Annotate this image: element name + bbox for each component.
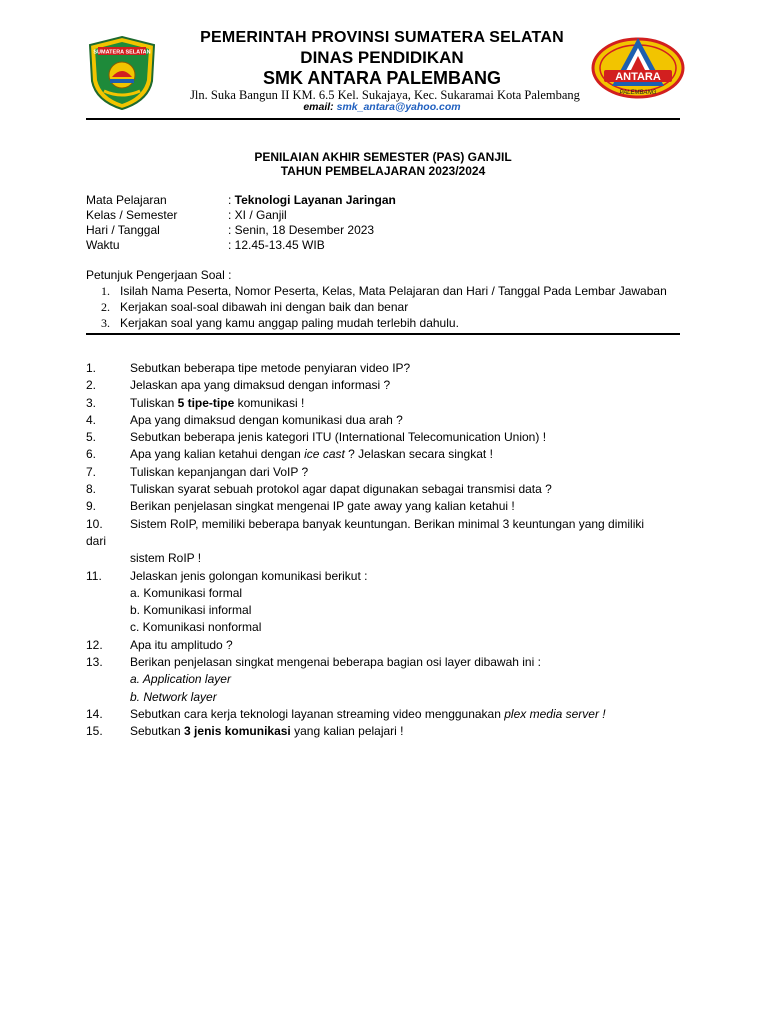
question-text: Jelaskan apa yang dimaksud dengan informasi ? bbox=[130, 378, 391, 393]
header-department: DINAS PENDIDIKAN bbox=[300, 48, 464, 67]
question-number: 2. bbox=[86, 378, 97, 393]
question-text: Sebutkan beberapa jenis kategori ITU (International Telecomunication Union) ! bbox=[130, 430, 547, 445]
question-11 bbox=[86, 568, 682, 585]
emblem-text: SUMATERA SELATAN bbox=[93, 49, 151, 56]
question-number: 4. bbox=[86, 412, 97, 427]
question-sub-item: b. Komunikasi informal bbox=[130, 603, 252, 618]
question-text-italic: ice cast bbox=[304, 447, 345, 462]
question-text: Tuliskan kepanjangan dari VoIP ? bbox=[130, 464, 309, 479]
question-text-emphasis: 5 tipe-tipe bbox=[177, 395, 235, 410]
question-text-italic: plex media server ! bbox=[504, 706, 606, 721]
header-divider bbox=[86, 118, 680, 120]
info-separator: : bbox=[228, 208, 235, 222]
question-10 bbox=[86, 516, 682, 533]
question-sub-item: c. Komunikasi nonformal bbox=[130, 620, 262, 635]
question-5 bbox=[86, 429, 682, 446]
question-number: 14. bbox=[86, 706, 103, 721]
question-14 bbox=[86, 706, 682, 723]
header-address: Jln. Suka Bangun II KM. 6.5 Kel. Sukajaya, Kec. Sukaramai Kota Palembang bbox=[190, 88, 580, 102]
question-text bbox=[130, 446, 682, 463]
instruction-item bbox=[86, 283, 667, 299]
header-email bbox=[150, 101, 614, 114]
info-row-subject bbox=[86, 193, 396, 208]
antara-logo-text: ANTARA bbox=[615, 71, 661, 83]
info-label: Hari / Tanggal bbox=[86, 223, 160, 237]
question-number: 12. bbox=[86, 637, 103, 652]
question-number: 11. bbox=[86, 568, 102, 583]
question-text-part: komunikasi ! bbox=[234, 395, 305, 410]
question-text: Apa itu amplitudo ? bbox=[130, 637, 233, 652]
question-text: Tuliskan syarat sebuah protokol agar dapat digunakan sebagai transmisi data ? bbox=[130, 482, 552, 497]
question-7 bbox=[86, 464, 682, 481]
instruction-item bbox=[86, 315, 667, 331]
instructions-heading: Petunjuk Pengerjaan Soal : bbox=[86, 268, 232, 282]
question-text: Sistem RoIP, memiliki beberapa banyak keuntungan. Berikan minimal 3 keuntungan yang dimiliki bbox=[130, 516, 645, 531]
question-13 bbox=[86, 654, 682, 671]
instructions-list bbox=[86, 283, 667, 331]
question-text bbox=[130, 395, 682, 412]
question-text bbox=[130, 706, 682, 723]
instruction-number: 1. bbox=[101, 284, 110, 298]
instruction-item bbox=[86, 299, 667, 315]
question-number: 15. bbox=[86, 724, 103, 739]
instruction-number: 3. bbox=[101, 316, 110, 330]
question-text: Berikan penjelasan singkat mengenai beberapa bagian osi layer dibawah ini : bbox=[130, 655, 541, 670]
letterhead bbox=[150, 28, 614, 89]
question-sub-item: a. Application layer bbox=[130, 672, 231, 687]
antara-logo-icon bbox=[590, 34, 686, 100]
question-text-part: ? Jelaskan secara singkat ! bbox=[344, 447, 493, 462]
question-text: Apa yang dimaksud dengan komunikasi dua arah ? bbox=[130, 412, 403, 427]
header-school-name: SMK ANTARA PALEMBANG bbox=[263, 68, 501, 88]
header-government: PEMERINTAH PROVINSI SUMATERA SELATAN bbox=[200, 29, 564, 46]
question-sub-item: a. Komunikasi formal bbox=[130, 585, 243, 600]
question-10-continued: sistem RoIP ! bbox=[130, 551, 202, 566]
question-text-emphasis: 3 jenis komunikasi bbox=[184, 724, 291, 739]
info-row-time bbox=[86, 238, 396, 253]
info-label: Waktu bbox=[86, 238, 120, 252]
question-1 bbox=[86, 360, 682, 377]
question-text-part: Sebutkan bbox=[130, 724, 185, 739]
antara-logo-subtext: PALEMBANG bbox=[619, 90, 657, 96]
question-2 bbox=[86, 377, 682, 394]
question-number: 13. bbox=[86, 655, 103, 670]
question-6 bbox=[86, 446, 682, 463]
section-divider bbox=[86, 333, 680, 335]
question-3 bbox=[86, 395, 682, 412]
instruction-text: Kerjakan soal-soal dibawah ini dengan baik dan benar bbox=[120, 300, 409, 314]
question-sub-item: b. Network layer bbox=[130, 689, 217, 704]
question-text: Sebutkan beberapa tipe metode penyiaran video IP? bbox=[130, 361, 411, 375]
question-10-continued: dari bbox=[86, 533, 107, 548]
info-separator: : bbox=[228, 193, 235, 207]
question-number: 7. bbox=[86, 464, 97, 479]
instruction-text: Isilah Nama Peserta, Nomor Peserta, Kelas, Mata Pelajaran dan Hari / Tanggal Pada Lembar Jawaban bbox=[120, 284, 667, 298]
instruction-text: Kerjakan soal yang kamu anggap paling mudah terlebih dahulu. bbox=[120, 316, 459, 330]
question-15 bbox=[86, 723, 682, 740]
info-row-date bbox=[86, 223, 396, 238]
info-value-class: XI / Ganjil bbox=[234, 208, 287, 222]
question-list bbox=[86, 360, 682, 741]
question-text bbox=[130, 723, 682, 740]
exam-info bbox=[86, 193, 396, 253]
instruction-number: 2. bbox=[101, 300, 110, 314]
email-label: email: bbox=[303, 101, 334, 113]
exam-title bbox=[86, 150, 680, 178]
question-text-part: Sebutkan cara kerja teknologi layanan streaming video menggunakan bbox=[130, 706, 505, 721]
question-number: 10. bbox=[86, 516, 103, 531]
info-row-class bbox=[86, 208, 396, 223]
question-4 bbox=[86, 412, 682, 429]
question-number: 3. bbox=[86, 395, 97, 410]
question-12 bbox=[86, 637, 682, 654]
question-text-part: yang kalian pelajari ! bbox=[290, 724, 404, 739]
question-8 bbox=[86, 481, 682, 498]
info-label: Mata Pelajaran bbox=[86, 193, 167, 207]
exam-title-line1: PENILAIAN AKHIR SEMESTER (PAS) GANJIL bbox=[254, 150, 512, 164]
question-text: Berikan penjelasan singkat mengenai IP gate away yang kalian ketahui ! bbox=[130, 499, 515, 514]
info-separator: : bbox=[228, 223, 235, 237]
question-text: Jelaskan jenis golongan komunikasi berikut : bbox=[130, 568, 368, 583]
question-number: 5. bbox=[86, 430, 97, 445]
question-text-part: Apa yang kalian ketahui dengan bbox=[130, 447, 305, 462]
email-link[interactable]: smk_antara@yahoo.com bbox=[336, 101, 461, 113]
question-number: 8. bbox=[86, 482, 97, 497]
question-number: 1. bbox=[86, 361, 97, 375]
exam-title-line2: TAHUN PEMBELAJARAN 2023/2024 bbox=[280, 164, 486, 178]
info-value-time: 12.45-13.45 WIB bbox=[234, 238, 325, 252]
info-value-subject: Teknologi Layanan Jaringan bbox=[234, 193, 396, 207]
question-number: 6. bbox=[86, 447, 97, 462]
question-9 bbox=[86, 498, 682, 515]
info-value-date: Senin, 18 Desember 2023 bbox=[234, 223, 375, 237]
question-text-part: Tuliskan bbox=[130, 395, 178, 410]
question-number: 9. bbox=[86, 499, 97, 514]
info-separator: : bbox=[228, 238, 235, 252]
info-label: Kelas / Semester bbox=[86, 208, 178, 222]
